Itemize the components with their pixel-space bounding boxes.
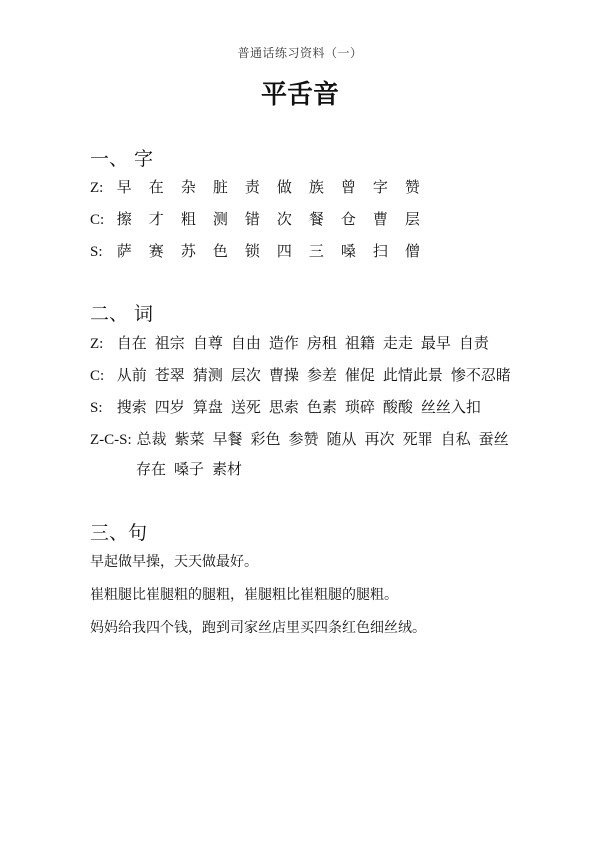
row-prefix: S: bbox=[90, 400, 103, 416]
practice-word: 房租 bbox=[306, 334, 337, 352]
row-prefix: Z: bbox=[90, 336, 104, 352]
practice-character: 做 bbox=[276, 178, 292, 196]
practice-character: 脏 bbox=[212, 178, 228, 196]
practice-word: 自尊 bbox=[192, 334, 223, 352]
practice-character: 在 bbox=[148, 178, 164, 196]
row-prefix: S: bbox=[90, 244, 103, 260]
practice-character: 四 bbox=[276, 242, 292, 260]
practice-word: 惨不忍睹 bbox=[450, 366, 511, 384]
practice-character: 字 bbox=[372, 178, 388, 196]
practice-word: 曹操 bbox=[268, 366, 299, 384]
row-prefix: C: bbox=[90, 212, 105, 228]
practice-character: 测 bbox=[212, 210, 228, 228]
practice-word: 四岁 bbox=[154, 398, 185, 416]
char-row-s bbox=[90, 240, 437, 261]
practice-character: 族 bbox=[308, 178, 324, 196]
char-list bbox=[117, 240, 437, 261]
practice-character: 层 bbox=[404, 210, 420, 228]
practice-word: 丝丝入扣 bbox=[420, 398, 481, 416]
practice-character: 错 bbox=[244, 210, 260, 228]
practice-word: 猜测 bbox=[192, 366, 223, 384]
practice-character: 赛 bbox=[148, 242, 164, 260]
practice-character: 赞 bbox=[404, 178, 420, 196]
word-row-z bbox=[90, 332, 497, 353]
section-heading-characters: 一、 字 bbox=[90, 148, 154, 170]
row-prefix: Z: bbox=[90, 180, 104, 196]
practice-word: 自在 bbox=[116, 334, 147, 352]
practice-word: 从前 bbox=[116, 366, 147, 384]
char-list bbox=[117, 208, 437, 229]
practice-word: 蚕丝 bbox=[478, 430, 509, 448]
practice-character: 苏 bbox=[180, 242, 196, 260]
document-header: 普通话练习资料（一） bbox=[237, 46, 363, 60]
practice-word: 造作 bbox=[268, 334, 299, 352]
practice-character: 次 bbox=[276, 210, 292, 228]
practice-character: 僧 bbox=[404, 242, 420, 260]
practice-word: 走走 bbox=[382, 334, 413, 352]
practice-word: 嗓子 bbox=[174, 460, 205, 478]
practice-word: 再次 bbox=[364, 430, 395, 448]
practice-character: 三 bbox=[308, 242, 324, 260]
practice-character: 责 bbox=[244, 178, 260, 196]
practice-word: 彩色 bbox=[250, 430, 281, 448]
practice-word: 色素 bbox=[306, 398, 337, 416]
practice-word: 自责 bbox=[458, 334, 489, 352]
practice-word: 参赞 bbox=[288, 430, 319, 448]
char-list bbox=[117, 176, 437, 197]
char-row-c bbox=[90, 208, 437, 229]
practice-word: 思索 bbox=[268, 398, 299, 416]
practice-word: 最早 bbox=[420, 334, 451, 352]
word-list bbox=[117, 396, 489, 417]
practice-word: 层次 bbox=[230, 366, 261, 384]
practice-character: 擦 bbox=[116, 210, 132, 228]
practice-word: 酸酸 bbox=[382, 398, 413, 416]
practice-character: 曹 bbox=[372, 210, 388, 228]
practice-character: 萨 bbox=[116, 242, 132, 260]
practice-word: 死罪 bbox=[402, 430, 433, 448]
sentence-1: 早起做早操，天天做最好。 bbox=[90, 554, 258, 570]
practice-word: 此情此景 bbox=[382, 366, 443, 384]
practice-word: 送死 bbox=[230, 398, 261, 416]
practice-word: 紫菜 bbox=[174, 430, 205, 448]
practice-word: 总裁 bbox=[136, 430, 167, 448]
practice-word: 祖籍 bbox=[344, 334, 375, 352]
practice-word: 早餐 bbox=[212, 430, 243, 448]
practice-character: 色 bbox=[212, 242, 228, 260]
page-title: 平舌音 bbox=[260, 80, 339, 110]
practice-character: 才 bbox=[148, 210, 164, 228]
row-prefix: Z-C-S: bbox=[90, 432, 132, 448]
section-heading-sentences: 三、句 bbox=[90, 522, 148, 544]
practice-character: 杂 bbox=[180, 178, 196, 196]
word-list bbox=[117, 364, 519, 385]
sentence-3: 妈妈给我四个钱，跑到司家丝店里买四条红色细丝绒。 bbox=[90, 620, 426, 636]
practice-word: 算盘 bbox=[192, 398, 223, 416]
word-list bbox=[136, 428, 516, 449]
practice-word: 苍翠 bbox=[154, 366, 185, 384]
practice-word: 搜索 bbox=[116, 398, 147, 416]
practice-character: 粗 bbox=[180, 210, 196, 228]
practice-word: 琐碎 bbox=[344, 398, 375, 416]
practice-character: 仓 bbox=[340, 210, 356, 228]
practice-word: 祖宗 bbox=[154, 334, 185, 352]
word-row-c bbox=[90, 364, 519, 385]
word-row-s bbox=[90, 396, 489, 417]
char-row-z bbox=[90, 176, 437, 197]
row-prefix: C: bbox=[90, 368, 105, 384]
practice-word: 随从 bbox=[326, 430, 357, 448]
practice-character: 早 bbox=[116, 178, 132, 196]
practice-character: 扫 bbox=[372, 242, 388, 260]
practice-word: 催促 bbox=[344, 366, 375, 384]
practice-word: 自由 bbox=[230, 334, 261, 352]
practice-character: 餐 bbox=[308, 210, 324, 228]
practice-word: 参差 bbox=[306, 366, 337, 384]
practice-character: 锁 bbox=[244, 242, 260, 260]
practice-word: 自私 bbox=[440, 430, 471, 448]
sentence-2: 崔粗腿比崔腿粗的腿粗，崔腿粗比崔粗腿的腿粗。 bbox=[90, 587, 398, 603]
word-list bbox=[117, 332, 497, 353]
practice-character: 曾 bbox=[340, 178, 356, 196]
practice-character: 嗓 bbox=[340, 242, 356, 260]
word-list bbox=[136, 458, 250, 479]
word-row-zcs-continued bbox=[136, 458, 250, 479]
word-row-zcs bbox=[90, 428, 517, 449]
practice-word: 素材 bbox=[212, 460, 243, 478]
practice-word: 存在 bbox=[136, 460, 167, 478]
section-heading-words: 二、 词 bbox=[90, 303, 154, 325]
